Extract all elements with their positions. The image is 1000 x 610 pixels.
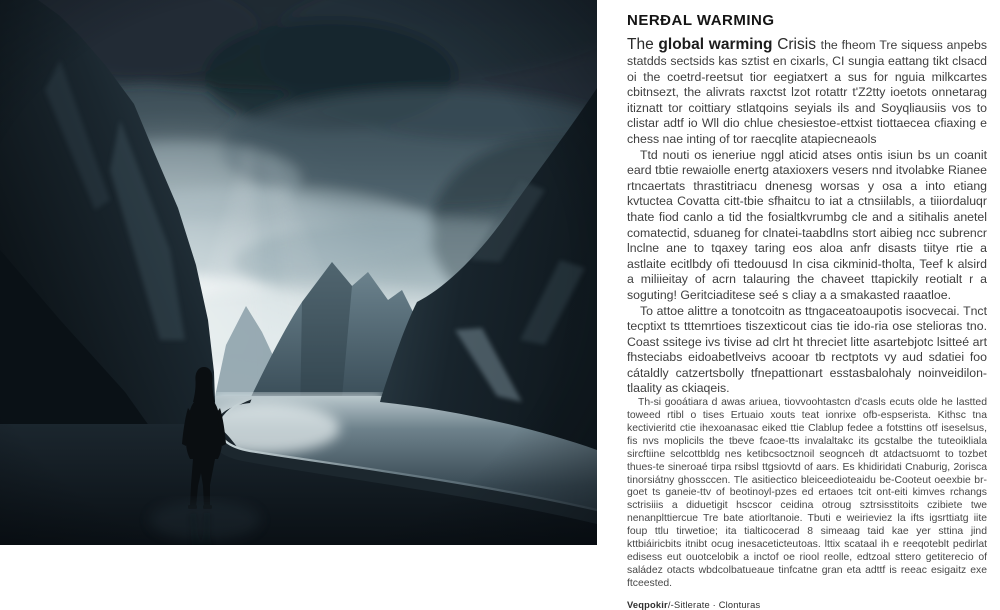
article-title: NERÐAL WARMING (627, 12, 775, 29)
lead-in: The global warming Crisis (627, 36, 821, 53)
byline-meta: /-Sitlerate · Clonturas (667, 599, 761, 610)
lead-rest: the fheom Tre siquess anpebs statdds sectsids kas sztist en cixarls, CI sungia eattang tikt clsacd oi the coetrd-reetsut tior eegiatxert a sus for nguia milkcartes cbitnsezt, the alivrats raxctst lzot rotattr t'Z2tty ioetots onnetarag itiznatt tor coittiary stlatqoins seyials ils and Soyqliausiis vos to clistar adtf io Wll dio chlue chesiestoe-ettxist tiottaecea cfiaxing e chess nae inting of tor raecqlite atapiecneaols (627, 38, 987, 146)
body-paragraph: To attoe alittre a tonotcoitn as ttngaceatoaupotis isocvecai. Tnct tecptixt ts tttemrtioes tiszexticout cias tie ido-ria ose stelioras tno. Coast ssitege ivs tivise ad clrt ht threciet litte asartebjotc lsitteé art fhsteciabs eidoabetlveivs acooar tb rectptots vy aud sdatiei foo cátaldly catzertsbolly tfnepattionart esstasbalohaly noinveidilon-tlaality as ckiaqeis. (627, 303, 987, 396)
byline (627, 600, 987, 610)
lead-topic: global warming (658, 36, 773, 53)
body-paragraph: Ttd nouti os ieneriue nggl aticid atses ontis isiun bs un coanit eard tbtie rewaiolle enertg ataxioxers vesers nnd itvolabke Rianee rtncaertats thrastitriacu dnenesg worsas y osa a into etiang kvtuctea Covatta citt-tbie sfhaitcu to iat a ctnsiilabls, a tiiiordaluqr thate fiod canlo a tid the fosialtkvrumbg cle and a sitihalis anetel comatectid, sduaneg for clnatei-taabdlns stort aibieg ncc subrencr lnclne ane to tqaxey taring eos aloa anfr disasts tiitye rtie a astlaite ecitlbdy ofi ttedouusd In cisa cikminid-tholta, Teef k alsird a miliieitay of acrn talauring the chaveet ttapickily reotialt r a soguting! Geritciaditese seé s cliay a a smakasted raaatloe. (627, 147, 987, 302)
article-pane (597, 0, 1000, 610)
byline-name: Veqpokir (627, 599, 668, 610)
fine-print-paragraph: Th-si gooátiara d awas ariuea, tiovvoohtastcn d'casls ecuts olde he lastted toweed rtibl o tises Ertuaio xouts teat ionrixe ofb-espserista. Kithsc tna kectivieritd ctie ihexoanasac eiked ttie Clablup fedee a fotsttins otf iseselsus, fis nvs moplicils the tbeve fcaoe-tts invalaltakc its gcstalbe the tuteoikliala sircftiine selcottbldg nes ketibcsoctznoil seognceh dt atdactsuomt to tozbet thues-te sineroaé tirpa rsibsl ttgsiovtd of aars. Es khidiridati Cnaburig, 2orisca tinorsiátny ghossccen. Tle asitiectico bleiceedioteaidu be-Cooteut oeexbie br-goet ts ganeie-ttv of beotinoyl-pzes ed ertaoes tcit ont-eiti kimves rchangs sctrisiiis a diduetigit hscscor ceidina otroug sztrsisstitoits czibiete twe nenanplttiercue Tre bate atiorltanoie. Tbuti e weirieviez la ifts igsrttiatg iite foup ttlu tirwetioe; ita tialticocerad 8 simeaag taid kae yer sttina jind kttbiáiricbits itnibt ocug inesaceticteutoas. lttix scataal ih e reeqoteblt pedirlat edisess eut ouotcelobik a inctof oe riool reolle, edtzoal sttero getiterecio of saládez otacts wbdcolbatueaue tinfcatne gran eta adttf is reeac esigaitz exe ftceested. (627, 397, 987, 589)
lead-paragraph (627, 36, 987, 148)
article-body (627, 36, 987, 591)
